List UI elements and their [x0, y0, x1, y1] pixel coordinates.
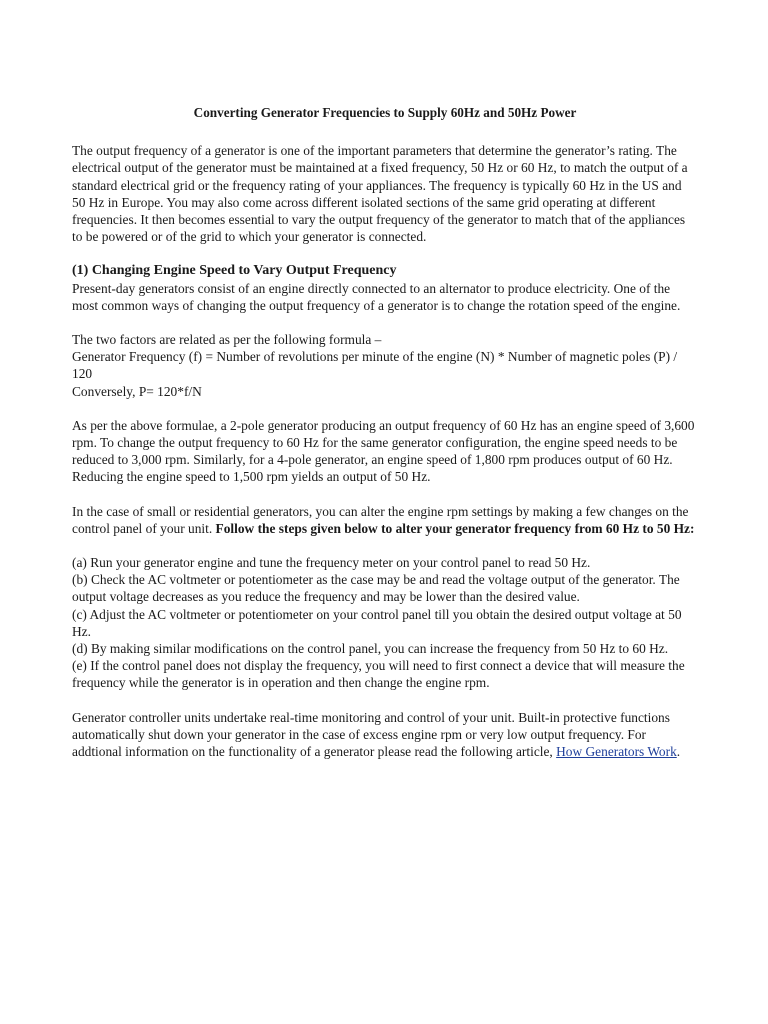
document-page	[72, 100, 698, 760]
closing-paragraph	[72, 709, 698, 761]
step-item: (a) Run your generator engine and tune the frequency meter on your control panel to read 50 Hz.	[72, 555, 591, 571]
formula-converse: Conversely, P= 120*f/N	[72, 383, 202, 399]
step-item: (b) Check the AC voltmeter or potentiometer as the case may be and read the voltage output of the generator. The output voltage decreases as you reduce the frequency and may be lower than the desired value.	[72, 572, 680, 605]
example-paragraph: As per the above formulae, a 2-pole generator producing an output frequency of 60 Hz has an engine speed of 3,600 rpm. To change the output frequency to 60 Hz for the same generator configuration, the engine speed needs to be reduced to 3,000 rpm. Similarly, for a 4-pole generator, an engine speed of 1,800 rpm produces output of 60 Hz. Reducing the engine speed to 1,500 rpm yields an output of 50 Hz.	[72, 417, 695, 485]
section-heading: (1) Changing Engine Speed to Vary Output Frequency	[72, 263, 397, 279]
spacer	[72, 400, 698, 417]
step-item: (e) If the control panel does not display the frequency, you will need to first connect a device that will measure the frequency while the generator is in operation and then change the engine rpm.	[72, 658, 685, 691]
step-item: (d) By making similar modifications on the control panel, you can increase the frequency from 50 Hz to 60 Hz.	[72, 641, 669, 657]
section-body-paragraph: Present-day generators consist of an engine directly connected to an alternator to produce electricity. One of the most common ways of changing the output frequency of a generator is to change the rotation speed of the engine.	[72, 280, 681, 313]
closing-text: Generator controller units undertake real-time monitoring and control of your unit. Built-in protective functions automatically shut down your generator in the case of excess engine rpm or very low output frequency. For addtional information on the functionality of a generator please read the following article,	[72, 709, 670, 760]
spacer	[72, 692, 698, 709]
closing-period: .	[676, 744, 681, 760]
step-item: (c) Adjust the AC voltmeter or potentiometer on your control panel till you obtain the desired output voltage at 50 Hz.	[72, 606, 682, 639]
formula-line: Generator Frequency (f) = Number of revolutions per minute of the engine (N) * Number of magnetic poles (P) / 120	[72, 349, 678, 382]
spacer	[72, 486, 698, 503]
steps-intro-bold: Follow the steps given below to alter your generator frequency from 60 Hz to 50 Hz:	[215, 520, 695, 536]
formula-intro: The two factors are related as per the following formula –	[72, 332, 382, 348]
spacer	[72, 537, 698, 554]
spacer	[72, 245, 698, 262]
document-title: Converting Generator Frequencies to Supply 60Hz and 50Hz Power	[193, 105, 577, 120]
intro-paragraph: The output frequency of a generator is one of the important parameters that determine the generator’s rating. The electrical output of the generator must be maintained at a fixed frequency, 50 Hz or 60 Hz, to match the output of a standard electrical grid or the frequency rating of your appliances. The frequency is typically 60 Hz in the US and 50 Hz in Europe. You may also come across different isolated sections of the same grid operating at different frequencies. It then becomes essential to vary the output frequency of the generator to match that of the appliances to be powered or of the grid to which your generator is connected.	[72, 143, 688, 245]
how-generators-work-link[interactable]: How Generators Work	[556, 744, 677, 760]
spacer	[72, 314, 698, 331]
residential-text: In the case of small or residential generators, you can alter the engine rpm settings by making a few changes on the control panel of your unit.	[72, 503, 689, 536]
residential-paragraph	[72, 503, 698, 537]
